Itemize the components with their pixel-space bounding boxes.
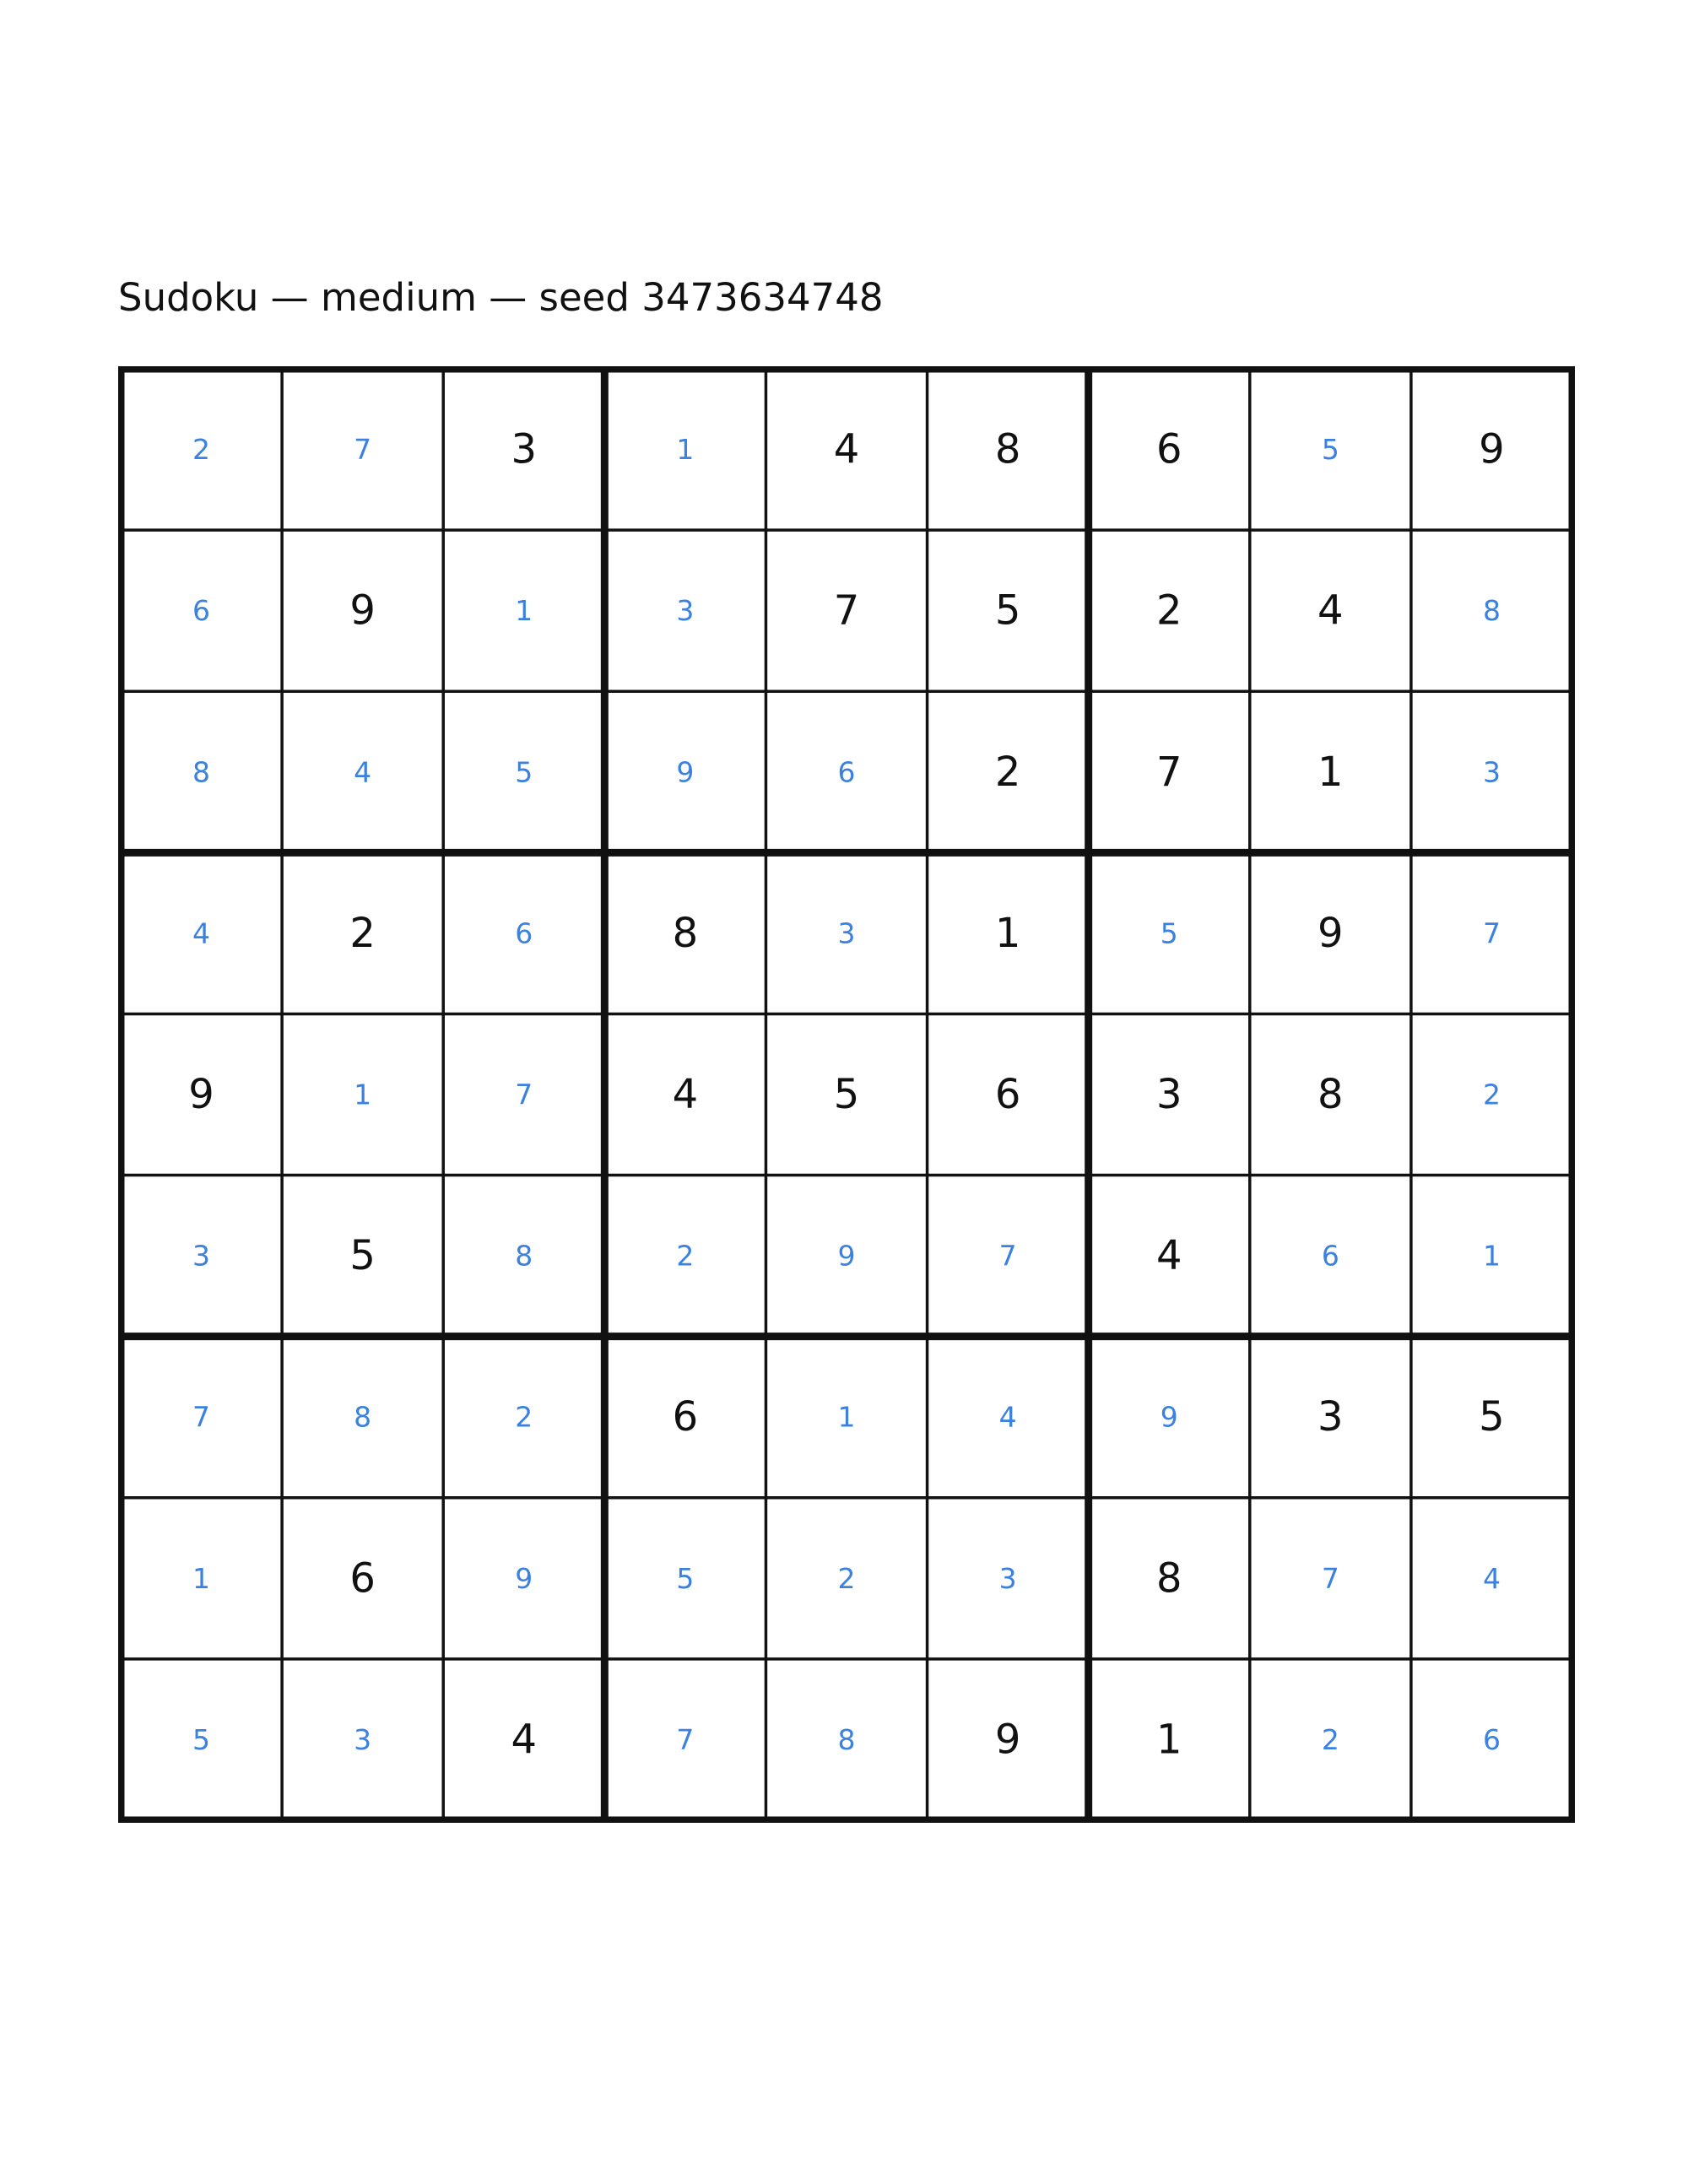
filled-digit: 2	[1321, 1722, 1339, 1756]
filled-digit: 3	[1482, 755, 1501, 789]
filled-digit: 1	[354, 1078, 372, 1111]
given-digit: 4	[1155, 1232, 1182, 1280]
sudoku-cell[interactable]	[766, 691, 927, 852]
given-digit: 3	[1155, 1071, 1182, 1118]
sudoku-cell[interactable]	[1089, 1659, 1250, 1820]
sudoku-cell[interactable]	[928, 530, 1089, 691]
sudoku-cell[interactable]	[766, 1176, 927, 1337]
sudoku-cell[interactable]	[766, 1659, 927, 1820]
sudoku-cell[interactable]	[121, 1176, 282, 1337]
sudoku-cell[interactable]	[604, 852, 766, 1014]
filled-digit: 7	[1321, 1561, 1339, 1595]
filled-digit: 6	[1321, 1239, 1339, 1273]
filled-digit: 1	[837, 1400, 856, 1434]
sudoku-cell[interactable]	[121, 1659, 282, 1820]
filled-digit: 8	[515, 1239, 533, 1273]
filled-digit: 6	[515, 916, 533, 950]
given-digit: 4	[511, 1716, 538, 1764]
sudoku-cell[interactable]	[928, 852, 1089, 1014]
filled-digit: 8	[192, 755, 211, 789]
sudoku-cell[interactable]	[1250, 1337, 1411, 1498]
filled-digit: 5	[192, 1722, 211, 1756]
sudoku-cell[interactable]	[282, 1498, 443, 1659]
given-digit: 8	[994, 425, 1021, 473]
sudoku-cell[interactable]	[443, 1498, 604, 1659]
sudoku-cell[interactable]	[766, 852, 927, 1014]
sudoku-cell[interactable]	[604, 1659, 766, 1820]
given-digit: 4	[1317, 587, 1344, 635]
sudoku-cell[interactable]	[928, 1337, 1089, 1498]
filled-digit: 3	[837, 916, 856, 950]
filled-digit: 1	[676, 433, 695, 467]
given-digit: 4	[833, 425, 860, 473]
sudoku-cell[interactable]	[1411, 691, 1572, 852]
sudoku-cell[interactable]	[282, 530, 443, 691]
sudoku-cell[interactable]	[766, 530, 927, 691]
sudoku-cell[interactable]	[928, 1176, 1089, 1337]
sudoku-cell[interactable]	[443, 1014, 604, 1175]
sudoku-cell[interactable]	[928, 1498, 1089, 1659]
sudoku-cell[interactable]	[928, 1659, 1089, 1820]
given-digit: 8	[672, 909, 699, 957]
sudoku-cell[interactable]	[766, 1014, 927, 1175]
filled-digit: 4	[354, 755, 372, 789]
sudoku-cell[interactable]	[1250, 691, 1411, 852]
sudoku-cell[interactable]	[121, 852, 282, 1014]
sudoku-cell[interactable]	[1089, 1498, 1250, 1659]
given-digit: 5	[833, 1071, 860, 1118]
sudoku-cell[interactable]	[121, 369, 282, 530]
sudoku-cell[interactable]	[766, 369, 927, 530]
filled-digit: 2	[1482, 1078, 1501, 1111]
sudoku-cell[interactable]	[1089, 530, 1250, 691]
sudoku-cell[interactable]	[121, 1014, 282, 1175]
given-digit: 7	[833, 587, 860, 635]
given-digit: 3	[511, 425, 538, 473]
sudoku-cell[interactable]	[121, 691, 282, 852]
given-digit: 1	[1317, 748, 1344, 796]
puzzle-title: Sudoku — medium — seed 3473634748	[118, 275, 884, 320]
sudoku-cell[interactable]	[604, 691, 766, 852]
filled-digit: 5	[676, 1561, 695, 1595]
given-digit: 9	[188, 1071, 214, 1118]
filled-digit: 3	[676, 594, 695, 628]
sudoku-cell[interactable]	[443, 369, 604, 530]
sudoku-cell[interactable]	[282, 1337, 443, 1498]
filled-digit: 9	[837, 1239, 856, 1273]
filled-digit: 1	[192, 1561, 211, 1595]
filled-digit: 6	[1482, 1722, 1501, 1756]
sudoku-cell[interactable]	[282, 1659, 443, 1820]
given-digit: 6	[1155, 425, 1182, 473]
sudoku-cell[interactable]	[1411, 1176, 1572, 1337]
filled-digit: 9	[676, 755, 695, 789]
sudoku-cell[interactable]	[1250, 1498, 1411, 1659]
sudoku-cell[interactable]	[928, 691, 1089, 852]
given-digit: 2	[1155, 587, 1182, 635]
sudoku-cell[interactable]	[121, 530, 282, 691]
given-digit: 2	[349, 909, 376, 957]
sudoku-cell[interactable]	[1411, 1014, 1572, 1175]
filled-digit: 4	[192, 916, 211, 950]
given-digit: 6	[672, 1393, 699, 1441]
sudoku-cell[interactable]	[1250, 1014, 1411, 1175]
filled-digit: 7	[354, 433, 372, 467]
given-digit: 5	[349, 1232, 376, 1280]
sudoku-cell[interactable]	[282, 1014, 443, 1175]
filled-digit: 1	[515, 594, 533, 628]
given-digit: 8	[1155, 1554, 1182, 1603]
filled-digit: 9	[1160, 1400, 1178, 1434]
given-digit: 7	[1155, 748, 1182, 796]
filled-digit: 8	[837, 1722, 856, 1756]
filled-digit: 3	[998, 1561, 1017, 1595]
sudoku-cell[interactable]	[1411, 852, 1572, 1014]
sudoku-grid	[118, 366, 1575, 1823]
sudoku-cell[interactable]	[1089, 1176, 1250, 1337]
filled-digit: 4	[1482, 1561, 1501, 1595]
given-digit: 4	[672, 1071, 699, 1118]
sudoku-cell[interactable]	[282, 852, 443, 1014]
sudoku-cell[interactable]	[766, 1498, 927, 1659]
sudoku-cell[interactable]	[1250, 852, 1411, 1014]
sudoku-cell[interactable]	[604, 1337, 766, 1498]
sudoku-cell[interactable]	[282, 691, 443, 852]
given-digit: 3	[1317, 1393, 1344, 1441]
filled-digit: 7	[998, 1239, 1017, 1273]
sudoku-cell[interactable]	[1089, 691, 1250, 852]
given-digit: 6	[994, 1071, 1021, 1118]
sudoku-cell[interactable]	[604, 1498, 766, 1659]
sudoku-cell[interactable]	[1250, 1176, 1411, 1337]
sudoku-cell[interactable]	[443, 1337, 604, 1498]
given-digit: 2	[994, 748, 1021, 796]
given-digit: 6	[349, 1554, 376, 1603]
filled-digit: 9	[515, 1561, 533, 1595]
sudoku-cell[interactable]	[1411, 1337, 1572, 1498]
filled-digit: 2	[515, 1400, 533, 1434]
filled-digit: 8	[1482, 594, 1501, 628]
given-digit: 9	[349, 587, 376, 635]
filled-digit: 6	[837, 755, 856, 789]
sudoku-cell[interactable]	[1089, 1337, 1250, 1498]
filled-digit: 1	[1482, 1239, 1501, 1273]
sudoku-cell[interactable]	[282, 369, 443, 530]
sudoku-cell[interactable]	[928, 1014, 1089, 1175]
sudoku-cell[interactable]	[1089, 852, 1250, 1014]
filled-digit: 8	[354, 1400, 372, 1434]
given-digit: 5	[994, 587, 1021, 635]
given-digit: 5	[1479, 1393, 1505, 1441]
sudoku-cell[interactable]	[443, 691, 604, 852]
given-digit: 1	[1155, 1716, 1182, 1764]
filled-digit: 4	[998, 1400, 1017, 1434]
sudoku-cell[interactable]	[1089, 369, 1250, 530]
sudoku-board	[118, 366, 1575, 1823]
sudoku-cell[interactable]	[1411, 1498, 1572, 1659]
sudoku-cell[interactable]	[443, 530, 604, 691]
filled-digit: 5	[515, 755, 533, 789]
filled-digit: 2	[676, 1239, 695, 1273]
given-digit: 9	[1317, 909, 1344, 957]
filled-digit: 2	[837, 1561, 856, 1595]
sudoku-cell[interactable]	[1250, 1659, 1411, 1820]
filled-digit: 3	[354, 1722, 372, 1756]
filled-digit: 5	[1321, 433, 1339, 467]
filled-digit: 2	[192, 433, 211, 467]
filled-digit: 5	[1160, 916, 1178, 950]
sudoku-cell[interactable]	[604, 369, 766, 530]
sudoku-cell[interactable]	[443, 1176, 604, 1337]
sudoku-cell[interactable]	[604, 1176, 766, 1337]
filled-digit: 7	[1482, 916, 1501, 950]
sudoku-cell[interactable]	[928, 369, 1089, 530]
filled-digit: 7	[515, 1078, 533, 1111]
sudoku-cell[interactable]	[604, 530, 766, 691]
filled-digit: 7	[676, 1722, 695, 1756]
filled-digit: 7	[192, 1400, 211, 1434]
sudoku-cell[interactable]	[766, 1337, 927, 1498]
sudoku-cell[interactable]	[604, 1014, 766, 1175]
sudoku-cell[interactable]	[443, 1659, 604, 1820]
filled-digit: 3	[192, 1239, 211, 1273]
sudoku-cell[interactable]	[443, 852, 604, 1014]
sudoku-cell[interactable]	[1411, 530, 1572, 691]
sudoku-cell[interactable]	[1250, 369, 1411, 530]
given-digit: 9	[994, 1716, 1021, 1764]
sudoku-cell[interactable]	[1089, 1014, 1250, 1175]
sudoku-cell[interactable]	[1411, 369, 1572, 530]
sudoku-cell[interactable]	[282, 1176, 443, 1337]
given-digit: 9	[1479, 425, 1505, 473]
given-digit: 8	[1317, 1071, 1344, 1118]
sudoku-cell[interactable]	[1250, 530, 1411, 691]
sudoku-cell[interactable]	[121, 1337, 282, 1498]
filled-digit: 6	[192, 594, 211, 628]
sudoku-cell[interactable]	[121, 1498, 282, 1659]
given-digit: 1	[994, 909, 1021, 957]
sudoku-cell[interactable]	[1411, 1659, 1572, 1820]
